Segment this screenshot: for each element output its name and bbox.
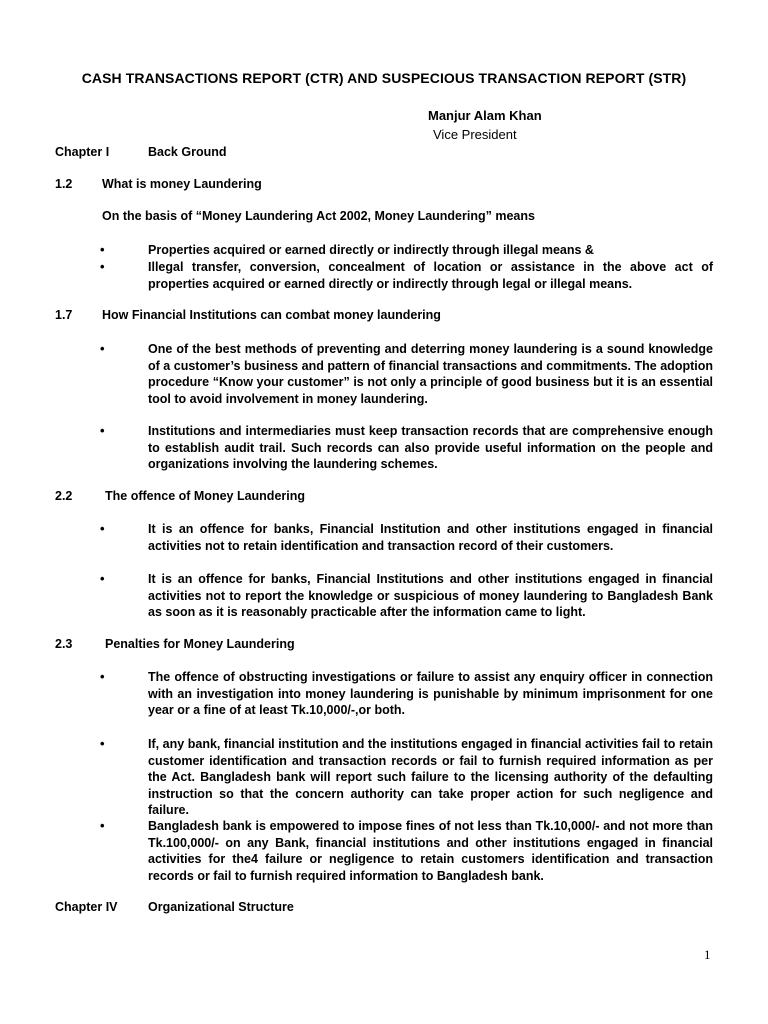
section-title: Penalties for Money Laundering — [105, 637, 295, 651]
section-title: The offence of Money Laundering — [105, 489, 306, 503]
bullet-icon: • — [100, 242, 105, 257]
page-number: 1 — [704, 947, 711, 962]
bullet-icon: • — [100, 669, 105, 684]
document-title: CASH TRANSACTIONS REPORT (CTR) AND SUSPECIOUS TRANSACTION REPORT (STR) — [81, 70, 687, 86]
section-number: 2.2 — [55, 489, 73, 503]
bullet-item — [100, 341, 713, 407]
author-name: Manjur Alam Khan — [428, 108, 542, 123]
chapter-label: Chapter IV — [55, 900, 118, 914]
bullet-item — [100, 259, 713, 292]
bullet-item — [100, 736, 713, 819]
section-number: 2.3 — [55, 637, 73, 651]
chapter-label: Chapter I — [55, 145, 110, 159]
section-number: 1.7 — [55, 308, 73, 322]
section-number: 1.2 — [55, 177, 73, 191]
section-title: How Financial Institutions can combat money laundering — [102, 308, 441, 322]
bullet-text: Properties acquired or earned directly or indirectly through illegal means & — [148, 243, 594, 257]
bullet-text: It is an offence for banks, Financial Institutions and other institutions engaged in financial activities not to report the knowledge or suspicious of money laundering to Bangladesh Bank as soon as it is reasonably practicable after the information came to light. — [148, 572, 713, 619]
bullet-text: The offence of obstructing investigations or failure to assist any enquiry officer in connection with an investigation into money laundering is punishable by minimum imprisonment for one year or a fine of at least Tk.10,000/-,or both. — [148, 670, 713, 717]
bullet-icon: • — [100, 571, 105, 586]
bullet-text: It is an offence for banks, Financial Institution and other institutions engaged in financial activities not to retain identification and transaction record of their customers. — [148, 522, 713, 553]
bullet-item — [100, 571, 713, 621]
bullet-icon: • — [100, 736, 105, 751]
bullet-item — [100, 242, 713, 259]
bullet-icon: • — [100, 521, 105, 536]
chapter-title: Back Ground — [148, 145, 227, 159]
chapter-title: Organizational Structure — [148, 900, 294, 914]
bullet-text: One of the best methods of preventing and deterring money laundering is a sound knowledge of a customer’s business and pattern of financial transactions and commitments. The adoption procedure “Know your customer” is not only a principle of good business but it is an essential tool to avoid involvement in money laundering. — [148, 342, 713, 406]
bullet-text: Illegal transfer, conversion, concealment of location or assistance in the above act of properties acquired or earned directly or indirectly through legal or illegal means. — [148, 260, 713, 291]
section-title: What is money Laundering — [102, 177, 262, 191]
bullet-text: Bangladesh bank is empowered to impose fines of not less than Tk.10,000/- and not more than Tk.100,000/- on any Bank, financial institutions and other institutions engaged in financial activities for the4 failure or negligence to retain customers identification and transaction records or fail to furnish required information to Bangladesh bank. — [148, 819, 713, 883]
bullet-item — [100, 423, 713, 473]
bullet-text: Institutions and intermediaries must keep transaction records that are comprehensive enough to establish audit trail. Such records can also provide useful information on the people and organizations involving the laundering schemes. — [148, 424, 713, 471]
bullet-item — [100, 521, 713, 554]
bullet-icon: • — [100, 818, 105, 833]
bullet-text: If, any bank, financial institution and the institutions engaged in financial activities fail to retain customer identification and transaction records or fail to furnish required information as per the Act. Bangladesh bank will report such failure to the licensing authority of the defaulting instruction so that the concern authority can take proper action for such negligence and failure. — [148, 737, 713, 817]
author-role: Vice President — [433, 127, 517, 142]
bullet-icon: • — [100, 423, 105, 438]
section-intro: On the basis of “Money Laundering Act 2002, Money Laundering” means — [102, 209, 535, 223]
bullet-icon: • — [100, 259, 105, 274]
bullet-item — [100, 818, 713, 884]
bullet-icon: • — [100, 341, 105, 356]
bullet-item — [100, 669, 713, 719]
